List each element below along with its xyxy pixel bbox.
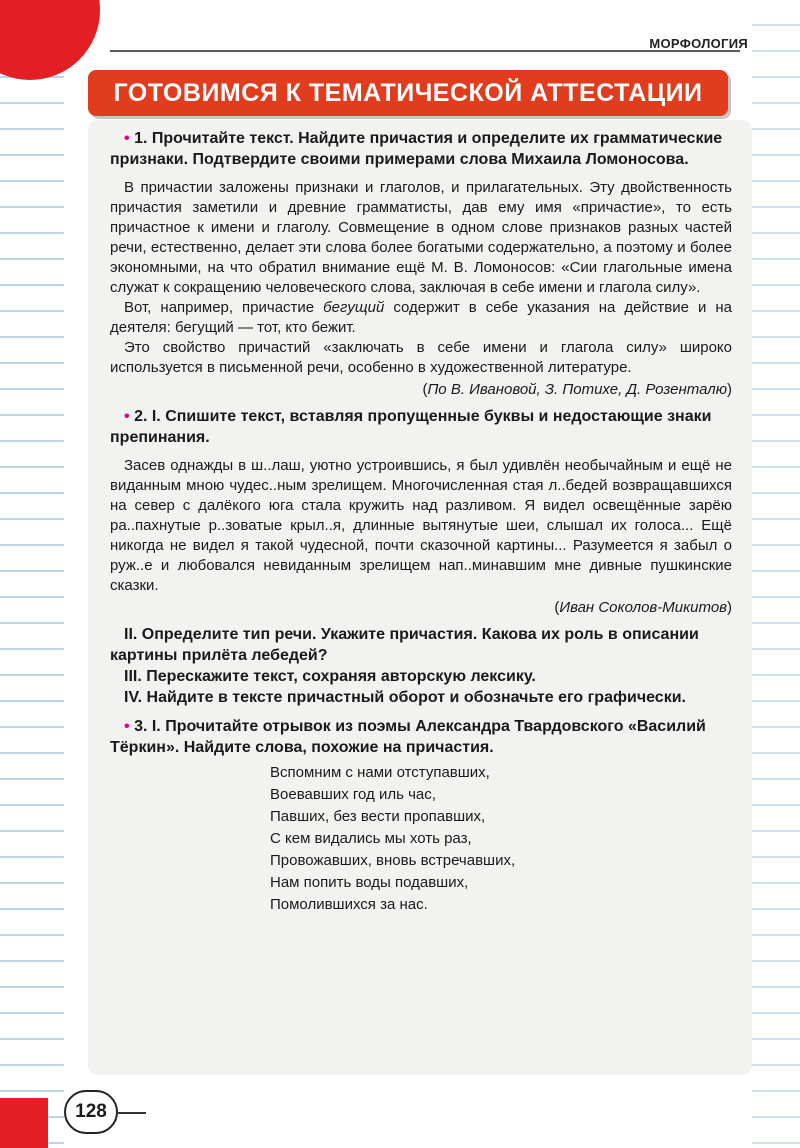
task-2-question-3: III. Перескажите текст, сохраняя авторскую лексику. <box>124 668 536 685</box>
notebook-margin-lines <box>0 0 64 1148</box>
page-content <box>110 128 732 916</box>
notebook-right-lines <box>752 0 800 1148</box>
poem-line: Воевавших год иль час, <box>270 786 436 803</box>
task-1-paragraph-1: В причастии заложены признаки и глаголов, и прилагательных. Эту двойственность причастия заметили и древние грамматисты, дав ему имя «причастие», то есть причастное к имени и глаголу. Совмещение в одном слове признаков разных частей речи, естественно, делает эти слова более богатыми содержательно, а поэтому и более экономными, на что обратил внимание ещё М. В. Ломоносов: «Сии глагольные имена служат к сокращению человеческого слова, заключая в себе имени и глагола силу». <box>110 179 732 296</box>
poem-line: Павших, без вести пропавших, <box>270 808 486 825</box>
task-2-text: Засев однажды в ш..лаш, уютно устроившись, я был удивлён необычайным и ещё не виданным мною чудес..ным зрелищем. Многочисленная стая л..бедей возвращавшихся на север с далёкого юга стала кружить над разливом. Я видел освещённые зарёю ра..пахнутые р..зоватые крыл..я, длинные вытянутые шеи, слышал их голоса... Ещё никогда не видел я такой чудесной, почти сказочной картины... Разумеется я забыл о руж..е и любовался невиданным зрелищем нап..минавшим мне дивные пушкинские сказки. <box>110 457 732 594</box>
task-1-source-text: По В. Ивановой, З. Потихе, Д. Розенталю <box>427 381 727 398</box>
bullet-icon: • <box>124 130 130 147</box>
task-1-p2-before: Вот, например, причастие <box>124 299 324 316</box>
task-1-paragraph-2 <box>110 298 732 338</box>
task-1-p2-word: бегущий <box>323 299 385 316</box>
poem-line: Помолившихся за нас. <box>270 896 428 913</box>
task-1-source: (По В. Ивановой, З. Потихе, Д. Розенталю) <box>422 381 732 398</box>
page-number: 128 <box>64 1090 118 1134</box>
task-2-title-text: 2. I. Спишите текст, вставляя пропущенные буквы и недостающие знаки препинания. <box>110 408 712 446</box>
bullet-icon: • <box>124 718 130 735</box>
task-3-title <box>110 716 732 758</box>
corner-decoration <box>0 0 100 80</box>
poem-line: Вспомним с нами отступавших, <box>270 764 490 781</box>
poem <box>270 762 732 916</box>
task-1-title <box>110 128 732 170</box>
poem-line: Нам попить воды подавших, <box>270 874 469 891</box>
task-1-paragraph-3: Это свойство причастий «заключать в себе имени и глагола силу» широко используется в письменной речи, особенно в художественной литературе. <box>110 339 732 376</box>
task-1-title-text: 1. Прочитайте текст. Найдите причастия и определите их грамматические признаки. Подтвердите своими примерами слова Михаила Ломоносова. <box>110 130 723 168</box>
task-2-question-4: IV. Найдите в тексте причастный оборот и обозначьте его графически. <box>124 689 686 706</box>
task-1-p2-after: содержит в себе указания на действие и на деятеля: бегущий — тот, кто бежит. <box>110 299 732 336</box>
poem-line: С кем видались мы хоть раз, <box>270 830 472 847</box>
bullet-icon: • <box>124 408 130 425</box>
footer-rule <box>116 1112 146 1114</box>
task-3-title-text: 3. I. Прочитайте отрывок из поэмы Александра Твардовского «Василий Тёркин». Найдите слова, похожие на причастия. <box>110 718 706 756</box>
task-2-source-text: Иван Соколов-Микитов <box>559 599 727 616</box>
task-2-title <box>110 406 732 448</box>
task-2-source: (Иван Соколов-Микитов) <box>554 599 732 616</box>
section-title: МОРФОЛОГИЯ <box>649 36 748 51</box>
footer-red-bar <box>0 1098 48 1148</box>
header-rule <box>110 50 740 52</box>
task-2-question-2: II. Определите тип речи. Укажите причастия. Какова их роль в описании картины прилёта лебедей? <box>110 626 699 664</box>
banner-title: ГОТОВИМСЯ К ТЕМАТИЧЕСКОЙ АТТЕСТАЦИИ <box>88 70 728 116</box>
poem-line: Провожавших, вновь встречавших, <box>270 852 516 869</box>
